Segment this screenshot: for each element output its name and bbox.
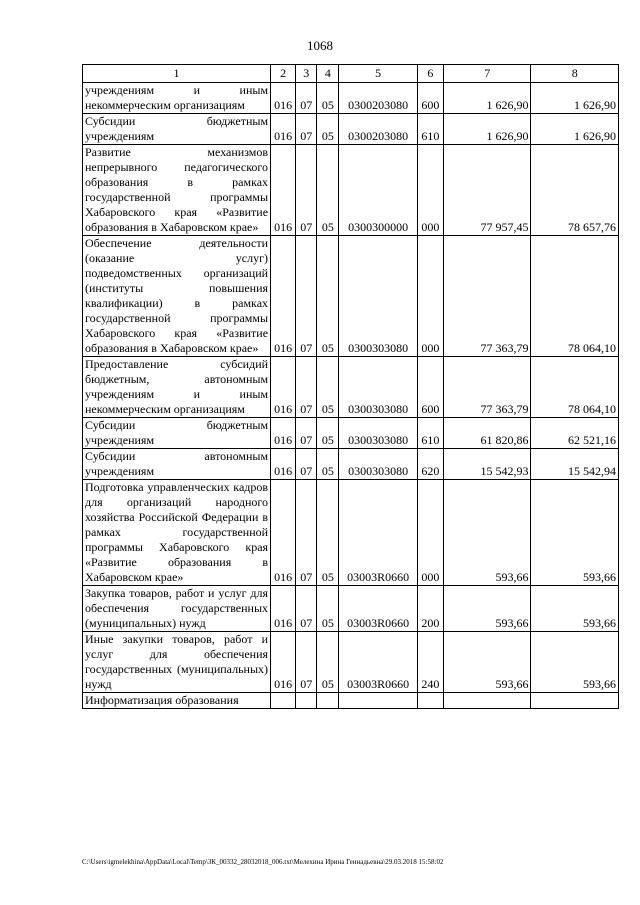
budget-table [82,64,619,709]
expense-type-code: 610 [417,114,443,145]
table-row [83,236,619,357]
table-row [83,145,619,236]
grbs-code: 016 [271,236,296,357]
subsection-code: 05 [317,449,339,480]
amount-year-1: 593,66 [443,480,530,586]
section-code: 07 [296,114,317,145]
column-header: 5 [339,65,417,83]
row-name: Закупка товаров, работ и услуг для обеспечения государственных (муниципальных) нужд [83,586,271,632]
amount-year-2: 15 542,94 [531,449,619,480]
section-code: 07 [296,236,317,357]
section-code: 07 [296,480,317,586]
amount-year-2: 593,66 [531,480,619,586]
section-code: 07 [296,586,317,632]
amount-year-1 [443,693,530,709]
section-code: 07 [296,449,317,480]
subsection-code: 05 [317,586,339,632]
subsection-code: 05 [317,357,339,418]
column-header: 1 [83,65,271,83]
subsection-code: 05 [317,145,339,236]
column-header: 7 [443,65,530,83]
expense-type-code: 610 [417,418,443,449]
row-name: Субсидии бюджетным учреждениям [83,114,271,145]
section-code: 07 [296,83,317,114]
amount-year-2: 1 626,90 [531,114,619,145]
table-row [83,418,619,449]
subsection-code: 05 [317,480,339,586]
amount-year-1: 1 626,90 [443,83,530,114]
target-article-code: 03003R0660 [339,586,417,632]
document-footer-path: C:\Users\igmelekhina\AppData\Local\Temp\ЗК_00332_28032018_006.txt\Мелехина Ирина Геннадьевна\29.03.2018 15:58:02 [82,858,444,866]
grbs-code: 016 [271,114,296,145]
table-row [83,632,619,693]
target-article-code: 0300303080 [339,236,417,357]
row-name: Иные закупки товаров, работ и услуг для обеспечения государственных (муниципальных) нужд [83,632,271,693]
column-header: 3 [296,65,317,83]
expense-type-code: 200 [417,586,443,632]
amount-year-1: 77 957,45 [443,145,530,236]
grbs-code: 016 [271,357,296,418]
expense-type-code: 600 [417,357,443,418]
expense-type-code: 000 [417,480,443,586]
amount-year-2: 1 626,90 [531,83,619,114]
grbs-code: 016 [271,480,296,586]
target-article-code: 0300303080 [339,449,417,480]
expense-type-code: 600 [417,83,443,114]
column-header: 8 [531,65,619,83]
grbs-code: 016 [271,418,296,449]
expense-type-code: 620 [417,449,443,480]
target-article-code: 0300303080 [339,357,417,418]
amount-year-1: 61 820,86 [443,418,530,449]
section-code: 07 [296,357,317,418]
amount-year-2 [531,693,619,709]
grbs-code: 016 [271,449,296,480]
table-row [83,449,619,480]
subsection-code: 05 [317,114,339,145]
target-article-code [339,693,417,709]
grbs-code: 016 [271,586,296,632]
amount-year-2: 593,66 [531,632,619,693]
expense-type-code: 240 [417,632,443,693]
row-name: Субсидии автономным учреждениям [83,449,271,480]
amount-year-2: 593,66 [531,586,619,632]
expense-type-code: 000 [417,145,443,236]
grbs-code [271,693,296,709]
column-header: 6 [417,65,443,83]
table-row [83,693,619,709]
table-row [83,83,619,114]
section-code: 07 [296,418,317,449]
amount-year-2: 62 521,16 [531,418,619,449]
row-name: учреждениям и иным некоммерческим организациям [83,83,271,114]
row-name: Подготовка управленческих кадров для организаций народного хозяйства Российской Федерации в рамках государственной программы Хабаровского края «Развитие образования в Хабаровском крае» [83,480,271,586]
amount-year-1: 593,66 [443,632,530,693]
amount-year-1: 15 542,93 [443,449,530,480]
subsection-code: 05 [317,236,339,357]
target-article-code: 0300203080 [339,114,417,145]
section-code: 07 [296,145,317,236]
column-header: 4 [317,65,339,83]
section-code: 07 [296,632,317,693]
target-article-code: 0300300000 [339,145,417,236]
table-row [83,586,619,632]
expense-type-code: 000 [417,236,443,357]
column-header: 2 [271,65,296,83]
target-article-code: 0300203080 [339,83,417,114]
page-number: 1068 [307,38,333,53]
grbs-code: 016 [271,632,296,693]
amount-year-1: 77 363,79 [443,357,530,418]
grbs-code: 016 [271,145,296,236]
row-name: Развитие механизмов непрерывного педагогического образования в рамках государственной программы Хабаровского края «Развитие образования в Хабаровском крае» [83,145,271,236]
table-row [83,357,619,418]
target-article-code: 03003R0660 [339,480,417,586]
row-name: Предоставление субсидий бюджетным, автономным учреждениям и иным некоммерческим организациям [83,357,271,418]
row-name: Информатизация образования [83,693,271,709]
table-row [83,114,619,145]
subsection-code: 05 [317,83,339,114]
row-name: Субсидии бюджетным учреждениям [83,418,271,449]
amount-year-1: 593,66 [443,586,530,632]
target-article-code: 03003R0660 [339,632,417,693]
amount-year-2: 78 657,76 [531,145,619,236]
expense-type-code [417,693,443,709]
table-row [83,480,619,586]
amount-year-2: 78 064,10 [531,357,619,418]
row-name: Обеспечение деятельности (оказание услуг) подведомственных организаций (институты повышения квалификации) в рамках государственной программы Хабаровского края «Развитие образования в Хабаровском крае» [83,236,271,357]
subsection-code [317,693,339,709]
grbs-code: 016 [271,83,296,114]
subsection-code: 05 [317,632,339,693]
amount-year-1: 77 363,79 [443,236,530,357]
amount-year-2: 78 064,10 [531,236,619,357]
subsection-code: 05 [317,418,339,449]
amount-year-1: 1 626,90 [443,114,530,145]
column-number-row [83,65,619,83]
target-article-code: 0300303080 [339,418,417,449]
section-code [296,693,317,709]
